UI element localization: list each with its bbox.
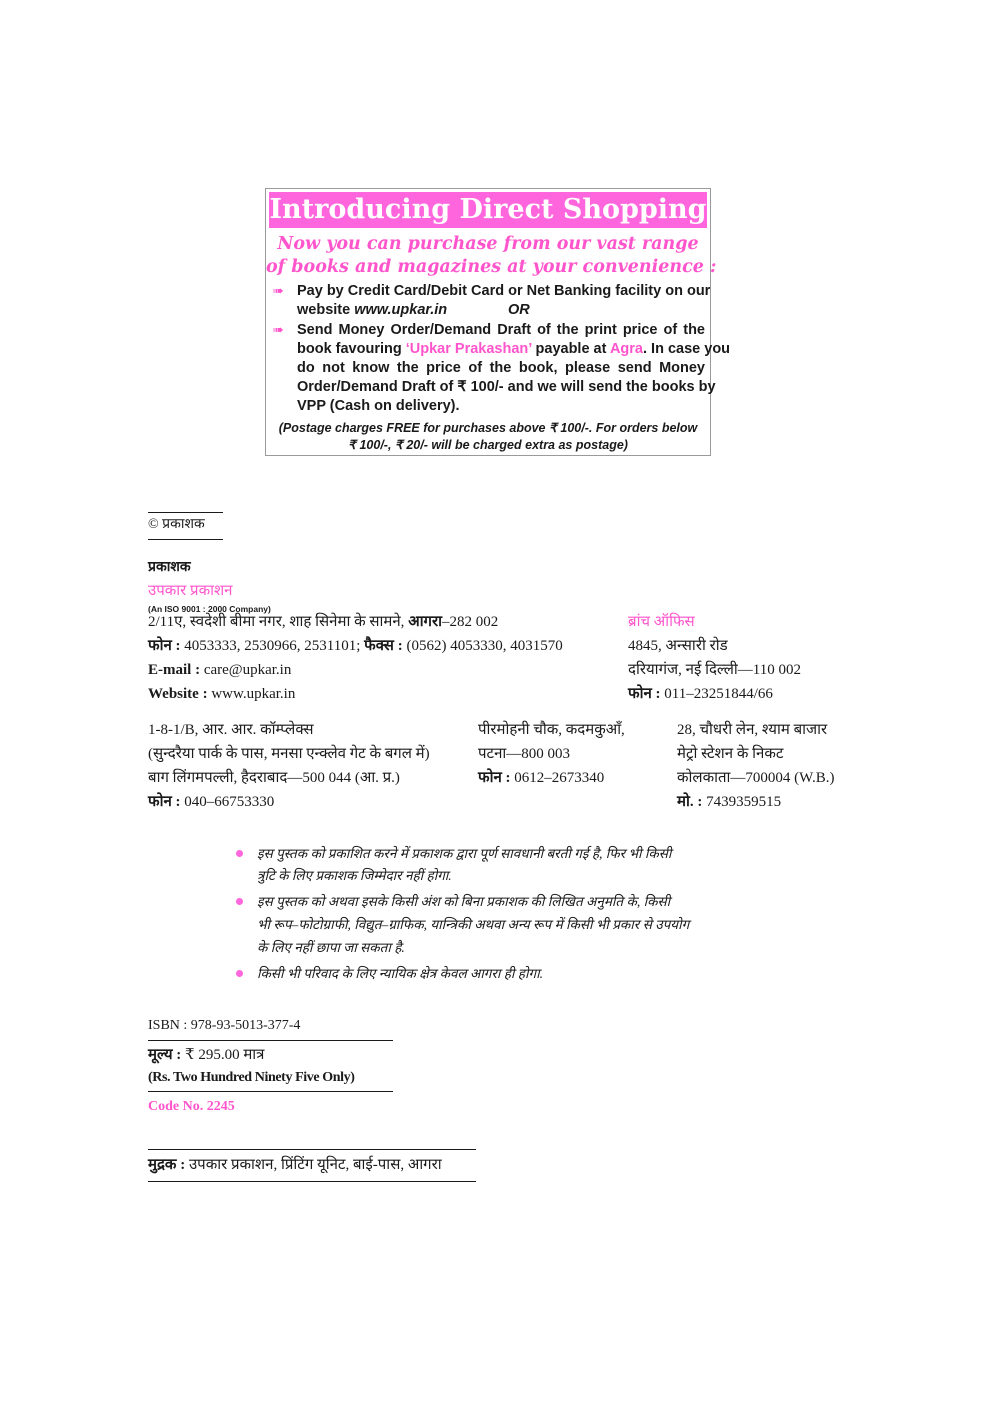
disclaimer-1-line1: इस पुस्तक को प्रकाशित करने में प्रकाशक द्वारा पूर्ण सावधानी बरती गई है, फिर भी किसी [257, 846, 672, 861]
pink-bullet-icon [236, 850, 243, 857]
publisher-contact [148, 637, 563, 655]
promo-item2-text-c: . In case you [643, 341, 731, 357]
kolkata-phone [677, 793, 781, 811]
branch-heading: ब्रांच ऑफिस [628, 614, 695, 630]
disclaimer-2-line3: के लिए नहीं छापा जा सकता है. [257, 940, 405, 955]
promo-website: www.upkar.in [354, 302, 448, 318]
promo-tagline-line1: Now you can purchase from our vast range [277, 234, 699, 254]
divider [148, 1149, 476, 1150]
branch-phone [628, 685, 773, 703]
price-in-words: (Rs. Two Hundred Ninety Five Only) [148, 1070, 355, 1085]
website-value[interactable]: www.upkar.in [211, 686, 296, 702]
branch-line2: दरियागंज, नई दिल्ली—110 002 [628, 662, 801, 678]
publisher-website [148, 685, 295, 703]
publisher-name: उपकार प्रकाशन [148, 583, 233, 599]
disclaimer-1-line2: त्रुटि के लिए प्रकाशक जिम्मेदार नहीं होगा. [257, 868, 452, 883]
phone-label: फोन : [148, 794, 185, 810]
kolkata-line2: मेट्रो स्टेशन के निकट [677, 746, 784, 762]
arrow-bullet-icon: ➠ [273, 323, 284, 338]
phone-label: मो. : [677, 794, 707, 810]
promo-city: Agra [609, 341, 643, 357]
promo-title: Introducing Direct Shopping [269, 192, 707, 228]
phone-label: फोन : [628, 686, 665, 702]
phone-value: 040–66753330 [184, 794, 275, 810]
arrow-bullet-icon: ➠ [273, 284, 284, 299]
promo-item1-line1: Pay by Credit Card/Debit Card or Net Banking facility on our [297, 283, 711, 299]
price-value: ₹ 295.00 मात्र [185, 1047, 265, 1063]
email-value[interactable]: care@upkar.in [203, 662, 292, 678]
phone-value: 7439359515 [706, 794, 782, 810]
fax-value: (0562) 4053330, 4031570 [406, 638, 563, 654]
hyderabad-phone [148, 793, 274, 811]
price [148, 1046, 264, 1064]
printer-value: उपकार प्रकाशन, प्रिंटिंग यूनिट, बाई-पास, आगरा [188, 1157, 442, 1173]
promo-tagline-line2: of books and magazines at your convenience : [266, 257, 717, 277]
disclaimer-2-line1: इस पुस्तक को अथवा इसके किसी अंश को बिना प्रकाशक की लिखित अनुमति के, किसी [257, 894, 671, 909]
publisher-email [148, 661, 291, 679]
divider [148, 512, 223, 513]
divider [148, 1091, 393, 1092]
patna-line2: पटना—800 003 [478, 746, 571, 762]
publisher-heading: प्रकाशक [148, 560, 191, 575]
kolkata-line1: 28, चौधरी लेन, श्याम बाजार [677, 722, 828, 738]
publisher-address [148, 613, 498, 631]
website-label: Website : [148, 686, 212, 702]
promo-item2-line5: VPP (Cash on delivery). [297, 398, 460, 414]
promo-publisher-name: ‘Upkar Prakashan’ [405, 341, 532, 357]
promo-item2-line1: Send Money Order/Demand Draft of the print price of the [297, 322, 705, 338]
hyderabad-line2: (सुन्दरैया पार्क के पास, मनसा एन्क्लेव गेट के बगल में) [148, 746, 430, 762]
isbn: ISBN : 978-93-5013-377-4 [148, 1018, 301, 1033]
iso-note: (An ISO 9001 : 2000 Company) [148, 604, 271, 614]
printer [148, 1156, 442, 1174]
postage-note-line2: ₹ 100/-, ₹ 20/- will be charged extra as postage) [348, 438, 628, 452]
phone-label: फोन : [478, 770, 515, 786]
promo-item2-line2 [297, 340, 731, 359]
email-label: E-mail : [148, 662, 204, 678]
hyderabad-line1: 1-8-1/B, आर. आर. कॉम्प्लेक्स [148, 722, 314, 738]
address-city: आगरा [408, 614, 442, 630]
promo-item2-text-a: book favouring [297, 341, 406, 357]
printer-label: मुद्रक : [148, 1157, 189, 1173]
promo-website-prefix: website [297, 302, 355, 318]
divider [148, 539, 223, 540]
promo-or: OR [508, 302, 530, 318]
copyright-notice: © प्रकाशक [148, 517, 205, 532]
promo-item1-line2 [297, 301, 705, 320]
kolkata-line3: कोलकाता—700004 (W.B.) [677, 770, 835, 786]
hyderabad-line3: बाग लिंगमपल्ली, हैदराबाद—500 044 (आ. प्र.) [148, 770, 400, 786]
code-number: Code No. 2245 [148, 1099, 235, 1114]
fax-label: फैक्स : [364, 638, 407, 654]
divider [148, 1181, 476, 1182]
divider [148, 1040, 393, 1041]
address-text: 2/11ए, स्वदेशी बीमा नगर, शाह सिनेमा के सामने, [148, 614, 409, 630]
pink-bullet-icon [236, 898, 243, 905]
pink-bullet-icon [236, 970, 243, 977]
promo-item2-line3: do not know the price of the book, please send Money [297, 360, 705, 376]
patna-phone [478, 769, 604, 787]
phone-value: 011–23251844/66 [664, 686, 773, 702]
phone-value: 0612–2673340 [514, 770, 605, 786]
patna-line1: पीरमोहनी चौक, कदमकुआँ, [478, 722, 625, 738]
promo-item2-text-b: payable at [531, 341, 610, 357]
disclaimer-2-line2: भी रूप–फोटोग्राफी, विद्युत–ग्राफिक, यान्त्रिकी अथवा अन्य रूप में किसी भी प्रकार से उपयोग [257, 917, 690, 932]
phone-value: 4053333, 2530966, 2531101; [184, 638, 365, 654]
phone-label: फोन : [148, 638, 185, 654]
branch-line1: 4845, अन्सारी रोड [628, 638, 728, 654]
promo-item2-line4: Order/Demand Draft of ₹ 100/- and we will send the books by [297, 379, 716, 395]
address-pin: –282 002 [441, 614, 499, 630]
direct-shopping-box [265, 188, 731, 456]
postage-note-line1: (Postage charges FREE for purchases above ₹ 100/-. For orders below [278, 421, 698, 435]
disclaimer-3-line1: किसी भी परिवाद के लिए न्यायिक क्षेत्र केवल आगरा ही होगा. [257, 966, 543, 981]
price-label: मूल्य : [148, 1047, 186, 1063]
